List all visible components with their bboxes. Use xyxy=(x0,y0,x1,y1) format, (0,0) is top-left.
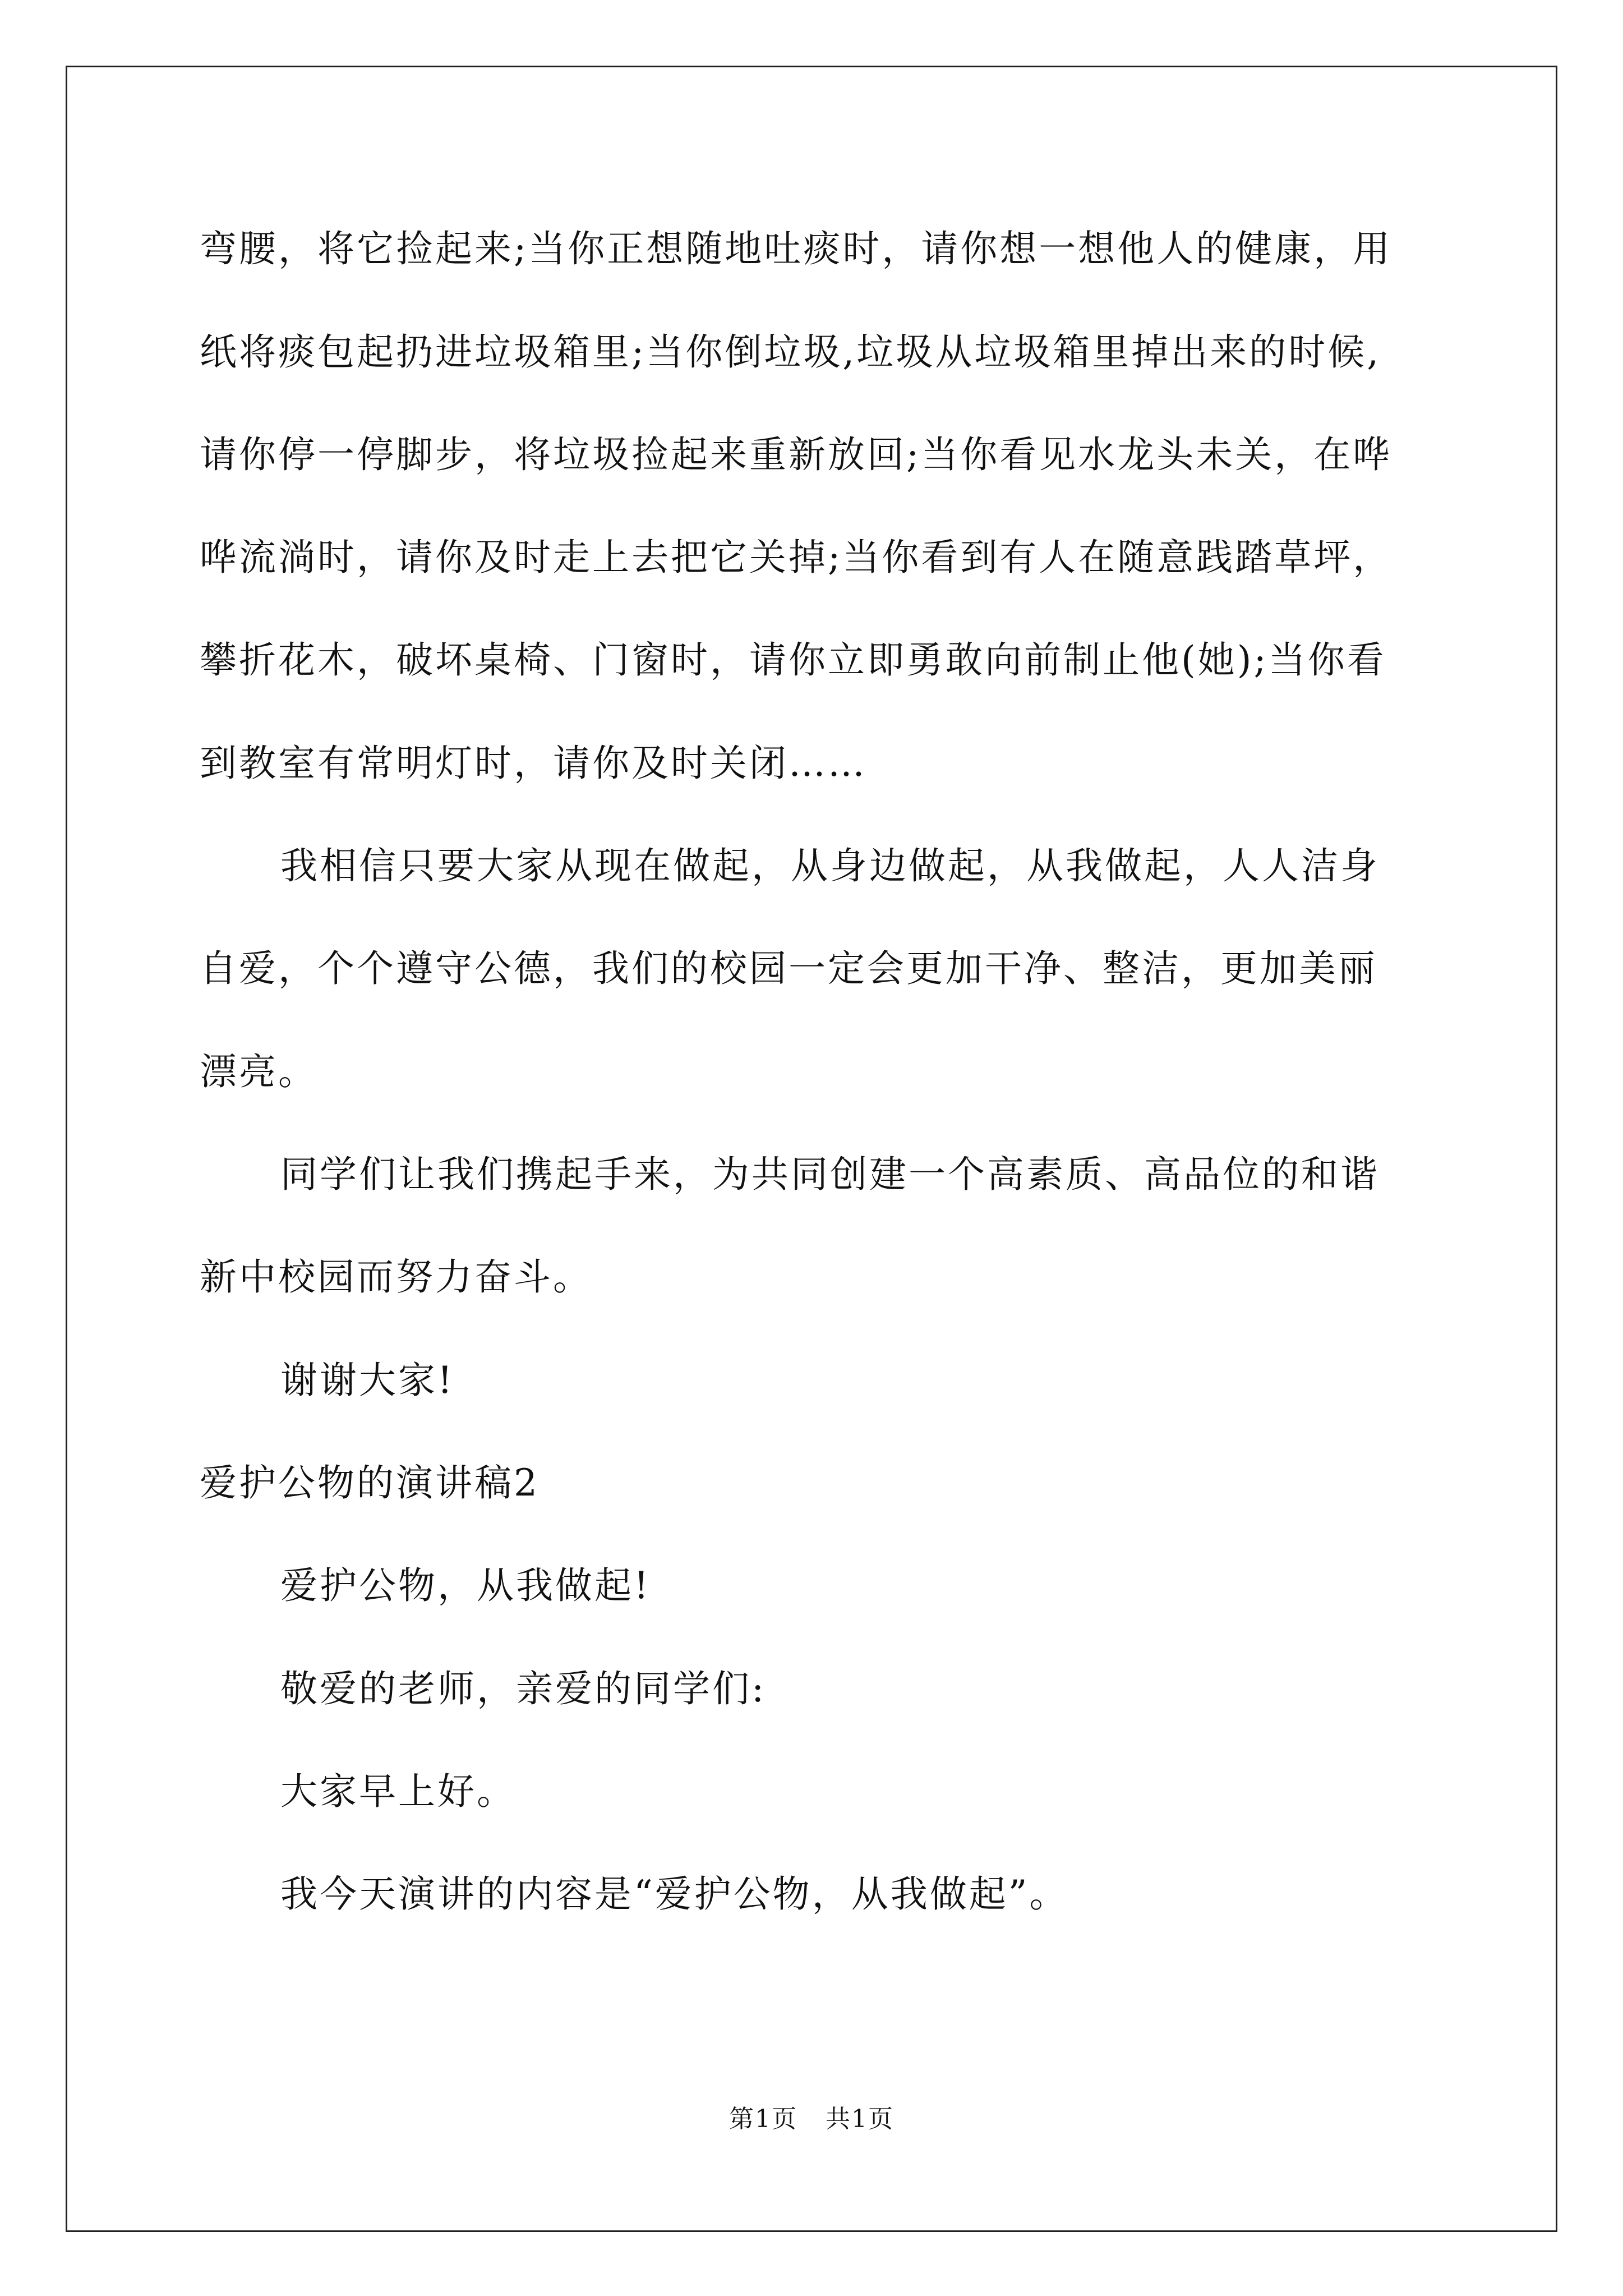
body-line: 请你停一停脚步，将垃圾捡起来重新放回;当你看见水龙头未关，在哗 xyxy=(200,433,1393,476)
topic-line: 我今天演讲的内容是“爱护公物，从我做起”。 xyxy=(280,1872,1069,1916)
body-line: 弯腰，将它捡起来;当你正想随地吐痰时，请你想一想他人的健康，用 xyxy=(200,227,1393,270)
page-total: 共1页 xyxy=(826,2105,894,2133)
greeting: 大家早上好。 xyxy=(280,1770,516,1813)
page-number: 第1页 xyxy=(729,2105,797,2133)
speech-title: 爱护公物，从我做起! xyxy=(280,1564,651,1607)
body-line: 攀折花木，破坏桌椅、门窗时，请你立即勇敢向前制止他(她);当你看 xyxy=(200,638,1386,682)
body-line: 到教室有常明灯时，请你及时关闭…… xyxy=(200,742,867,785)
body-line: 纸将痰包起扔进垃圾箱里;当你倒垃圾,垃圾从垃圾箱里掉出来的时候, xyxy=(200,330,1381,374)
body-line: 新中校园而努力奋斗。 xyxy=(200,1255,592,1299)
paragraph-start-line: 我相信只要大家从现在做起，从身边做起，从我做起，人人洁身 xyxy=(280,844,1380,887)
page-footer xyxy=(0,2104,1623,2135)
section-title: 爱护公物的演讲稿2 xyxy=(200,1461,540,1504)
body-line: 漂亮。 xyxy=(200,1050,317,1093)
salutation: 敬爱的老师，亲爱的同学们: xyxy=(280,1667,767,1710)
closing-line: 谢谢大家! xyxy=(280,1359,455,1402)
body-line: 哗流淌时，请你及时走上去把它关掉;当你看到有人在随意践踏草坪， xyxy=(200,536,1393,579)
body-line: 自爱，个个遵守公德，我们的校园一定会更加干净、整洁，更加美丽 xyxy=(200,947,1377,990)
paragraph-start-line: 同学们让我们携起手来，为共同创建一个高素质、高品位的和谐 xyxy=(280,1153,1380,1196)
